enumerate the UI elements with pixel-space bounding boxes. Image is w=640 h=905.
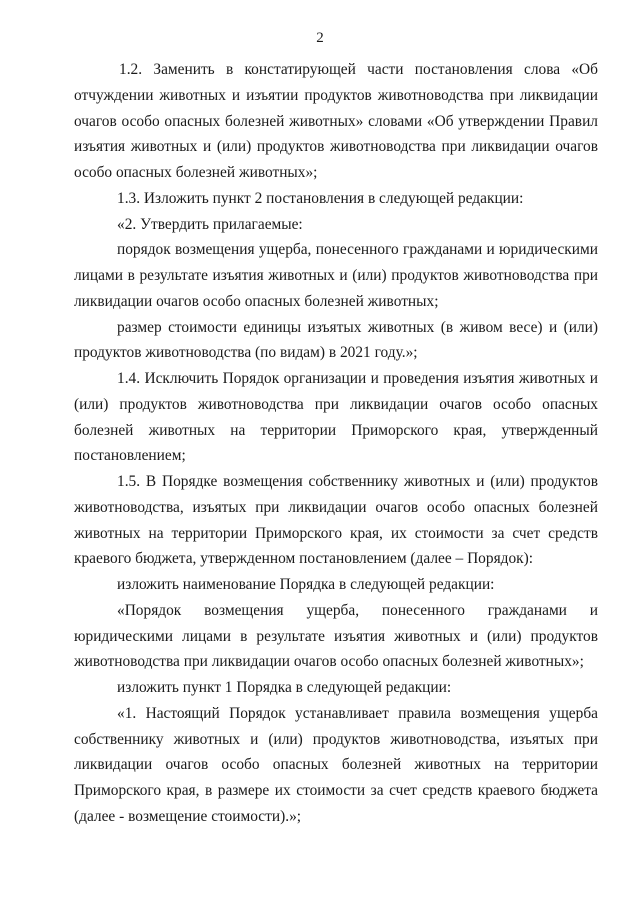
page-number: 2	[316, 30, 324, 46]
paragraph-1-4: 1.4. Исключить Порядок организации и проведения изъятия животных и (или) продуктов животноводства при ликвидации очагов особо опасных болезней животных на территории Приморского края, утвержденный постановлением;	[74, 370, 598, 465]
paragraph-quote-2: «2. Утвердить прилагаемые:	[117, 215, 303, 233]
paragraph-damage-procedure: порядок возмещения ущерба, понесенного гражданами и юридическими лицами в результате изъятия животных и (или) продуктов животноводства при ликвидации очагов особо опасных болезней животных;	[74, 241, 598, 310]
paragraph-item-1-text: «1. Настоящий Порядок устанавливает правила возмещения ущерба собственнику животных и (или) продуктов животноводства, изъятых при ликвидации очагов особо опасных болезней животных на территории Приморского края, в размере их стоимости за счет средств краевого бюджета (далее - возмещение стоимости).»;	[74, 704, 598, 825]
paragraph-1-2: 1.2. Заменить в констатирующей части постановления слова «Об отчуждении животных и изъятии продуктов животноводства при ликвидации очагов особо опасных болезней животных» словами «Об утверждении Правил изъятия животных и (или) продуктов животноводства при ликвидации очагов особо опасных болезней животных»;	[74, 61, 598, 181]
paragraph-restate-item-1: изложить пункт 1 Порядка в следующей редакции:	[117, 679, 452, 696]
paragraph-rename-procedure: изложить наименование Порядка в следующей редакции:	[117, 576, 495, 593]
paragraph-new-title: «Порядок возмещения ущерба, понесенного гражданами и юридическими лицами в результате изъятия животных и (или) продуктов животноводства при ликвидации очагов особо опасных болезней животных»;	[74, 601, 598, 671]
paragraph-unit-cost: размер стоимости единицы изъятых животных (в живом весе) и (или) продуктов животноводства (по видам) в 2021 году.»;	[74, 318, 598, 362]
document-body	[74, 57, 598, 830]
paragraph-1-3: 1.3. Изложить пункт 2 постановления в следующей редакции:	[117, 189, 524, 207]
paragraph-1-5: 1.5. В Порядке возмещения собственнику животных и (или) продуктов животноводства, изъятых при ликвидации очагов особо опасных болезней животных на территории Приморского края, их стоимости за счет средств краевого бюджета, утвержденном постановлением (далее – Порядок):	[74, 473, 598, 568]
